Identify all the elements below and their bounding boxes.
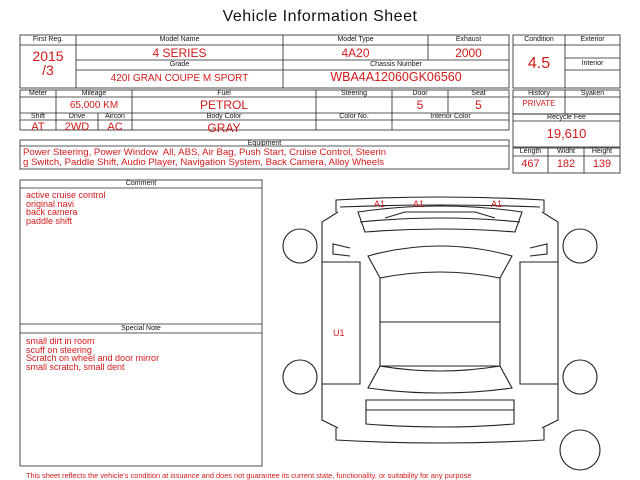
body-color-value: GRAY bbox=[207, 121, 241, 135]
label-grade: Grade bbox=[169, 61, 190, 68]
label-shift: Shift bbox=[30, 113, 45, 120]
history-value: PRIVATE bbox=[522, 99, 556, 108]
comment-text: active cruise control original navi back camera paddle shift bbox=[26, 190, 106, 226]
label-special-note: Special Note bbox=[121, 325, 161, 332]
label-history: History bbox=[528, 90, 550, 97]
damage-mark: A1 bbox=[374, 199, 386, 209]
damage-mark: A1 bbox=[413, 199, 425, 209]
label-height: Height bbox=[591, 148, 613, 155]
label-mileage: Mileage bbox=[81, 90, 107, 97]
label-meter: Meter bbox=[29, 90, 47, 97]
label-exterior: Exterior bbox=[580, 36, 605, 43]
width-value: 182 bbox=[556, 158, 576, 170]
shift-value: AT bbox=[31, 121, 45, 133]
label-recycle-fee: Recycle Fee bbox=[547, 114, 586, 121]
label-condition: Condition bbox=[524, 36, 554, 43]
label-first-reg: First Reg. bbox=[32, 36, 64, 43]
chassis-value: WBA4A12060GK06560 bbox=[330, 70, 462, 84]
label-equipment: Equipment bbox=[247, 140, 282, 147]
label-length: Length bbox=[519, 148, 542, 155]
height-value: 139 bbox=[592, 158, 612, 170]
label-comment: Comment bbox=[125, 180, 157, 187]
car-diagram bbox=[283, 197, 600, 470]
condition-value: 4.5 bbox=[527, 55, 551, 72]
recycle-fee-value: 19,610 bbox=[546, 126, 587, 141]
equipment-text: Power Steering, Power Window All, ABS, Air Bag, Push Start, Cruise Control, Steerin g Switch, Paddle Shift, Audio Player, Navigation System, Back Camera, Alloy Wheels bbox=[23, 147, 387, 168]
fuel-value: PETROL bbox=[199, 98, 248, 112]
damage-mark: A1 bbox=[491, 199, 503, 209]
label-exhaust: Exhaust bbox=[455, 36, 482, 43]
sheet-title: Vehicle Information Sheet bbox=[222, 8, 418, 25]
label-seat: Seat bbox=[471, 90, 486, 97]
model-name-value: 4 SERIES bbox=[152, 46, 207, 60]
label-aircon: Aircon bbox=[105, 113, 125, 120]
label-width: Widht bbox=[557, 148, 575, 155]
label-chassis: Chassis Number bbox=[370, 61, 422, 68]
aircon-value: AC bbox=[107, 121, 123, 133]
label-model-type: Model Type bbox=[337, 36, 374, 43]
first-reg-value: 2015 /3 bbox=[32, 48, 64, 78]
seat-value: 5 bbox=[475, 98, 482, 112]
label-syaken: Syaken bbox=[580, 90, 605, 97]
label-model-name: Model Name bbox=[159, 36, 200, 43]
exhaust-value: 2000 bbox=[455, 46, 482, 60]
label-steering: Steering bbox=[340, 90, 368, 97]
label-body-color: Body Color bbox=[206, 113, 242, 120]
grade-value: 420I GRAN COUPE M SPORT bbox=[110, 73, 249, 84]
label-fuel: Fuel bbox=[217, 90, 231, 97]
mileage-value: 65,000 KM bbox=[69, 100, 119, 111]
label-interior: Interior bbox=[581, 60, 604, 67]
damage-mark: U1 bbox=[333, 328, 345, 338]
label-color-no: Color No. bbox=[339, 113, 369, 120]
model-type-value: 4A20 bbox=[341, 46, 370, 60]
length-value: 467 bbox=[521, 158, 540, 170]
label-interior-color: Interior Color bbox=[430, 113, 471, 120]
drive-value: 2WD bbox=[64, 121, 90, 133]
label-drive: Drive bbox=[68, 113, 86, 120]
door-value: 5 bbox=[416, 98, 424, 112]
special-note-text: small dirt in room scuff on steering Scratch on wheel and door mirror small scratch, small dent bbox=[26, 336, 160, 372]
disclaimer-footer: This sheet reflects the vehicle's condition at issuance and does not guarantee its current state, functionality, or suitability for any purpose bbox=[26, 471, 472, 480]
label-door: Door bbox=[412, 90, 428, 97]
